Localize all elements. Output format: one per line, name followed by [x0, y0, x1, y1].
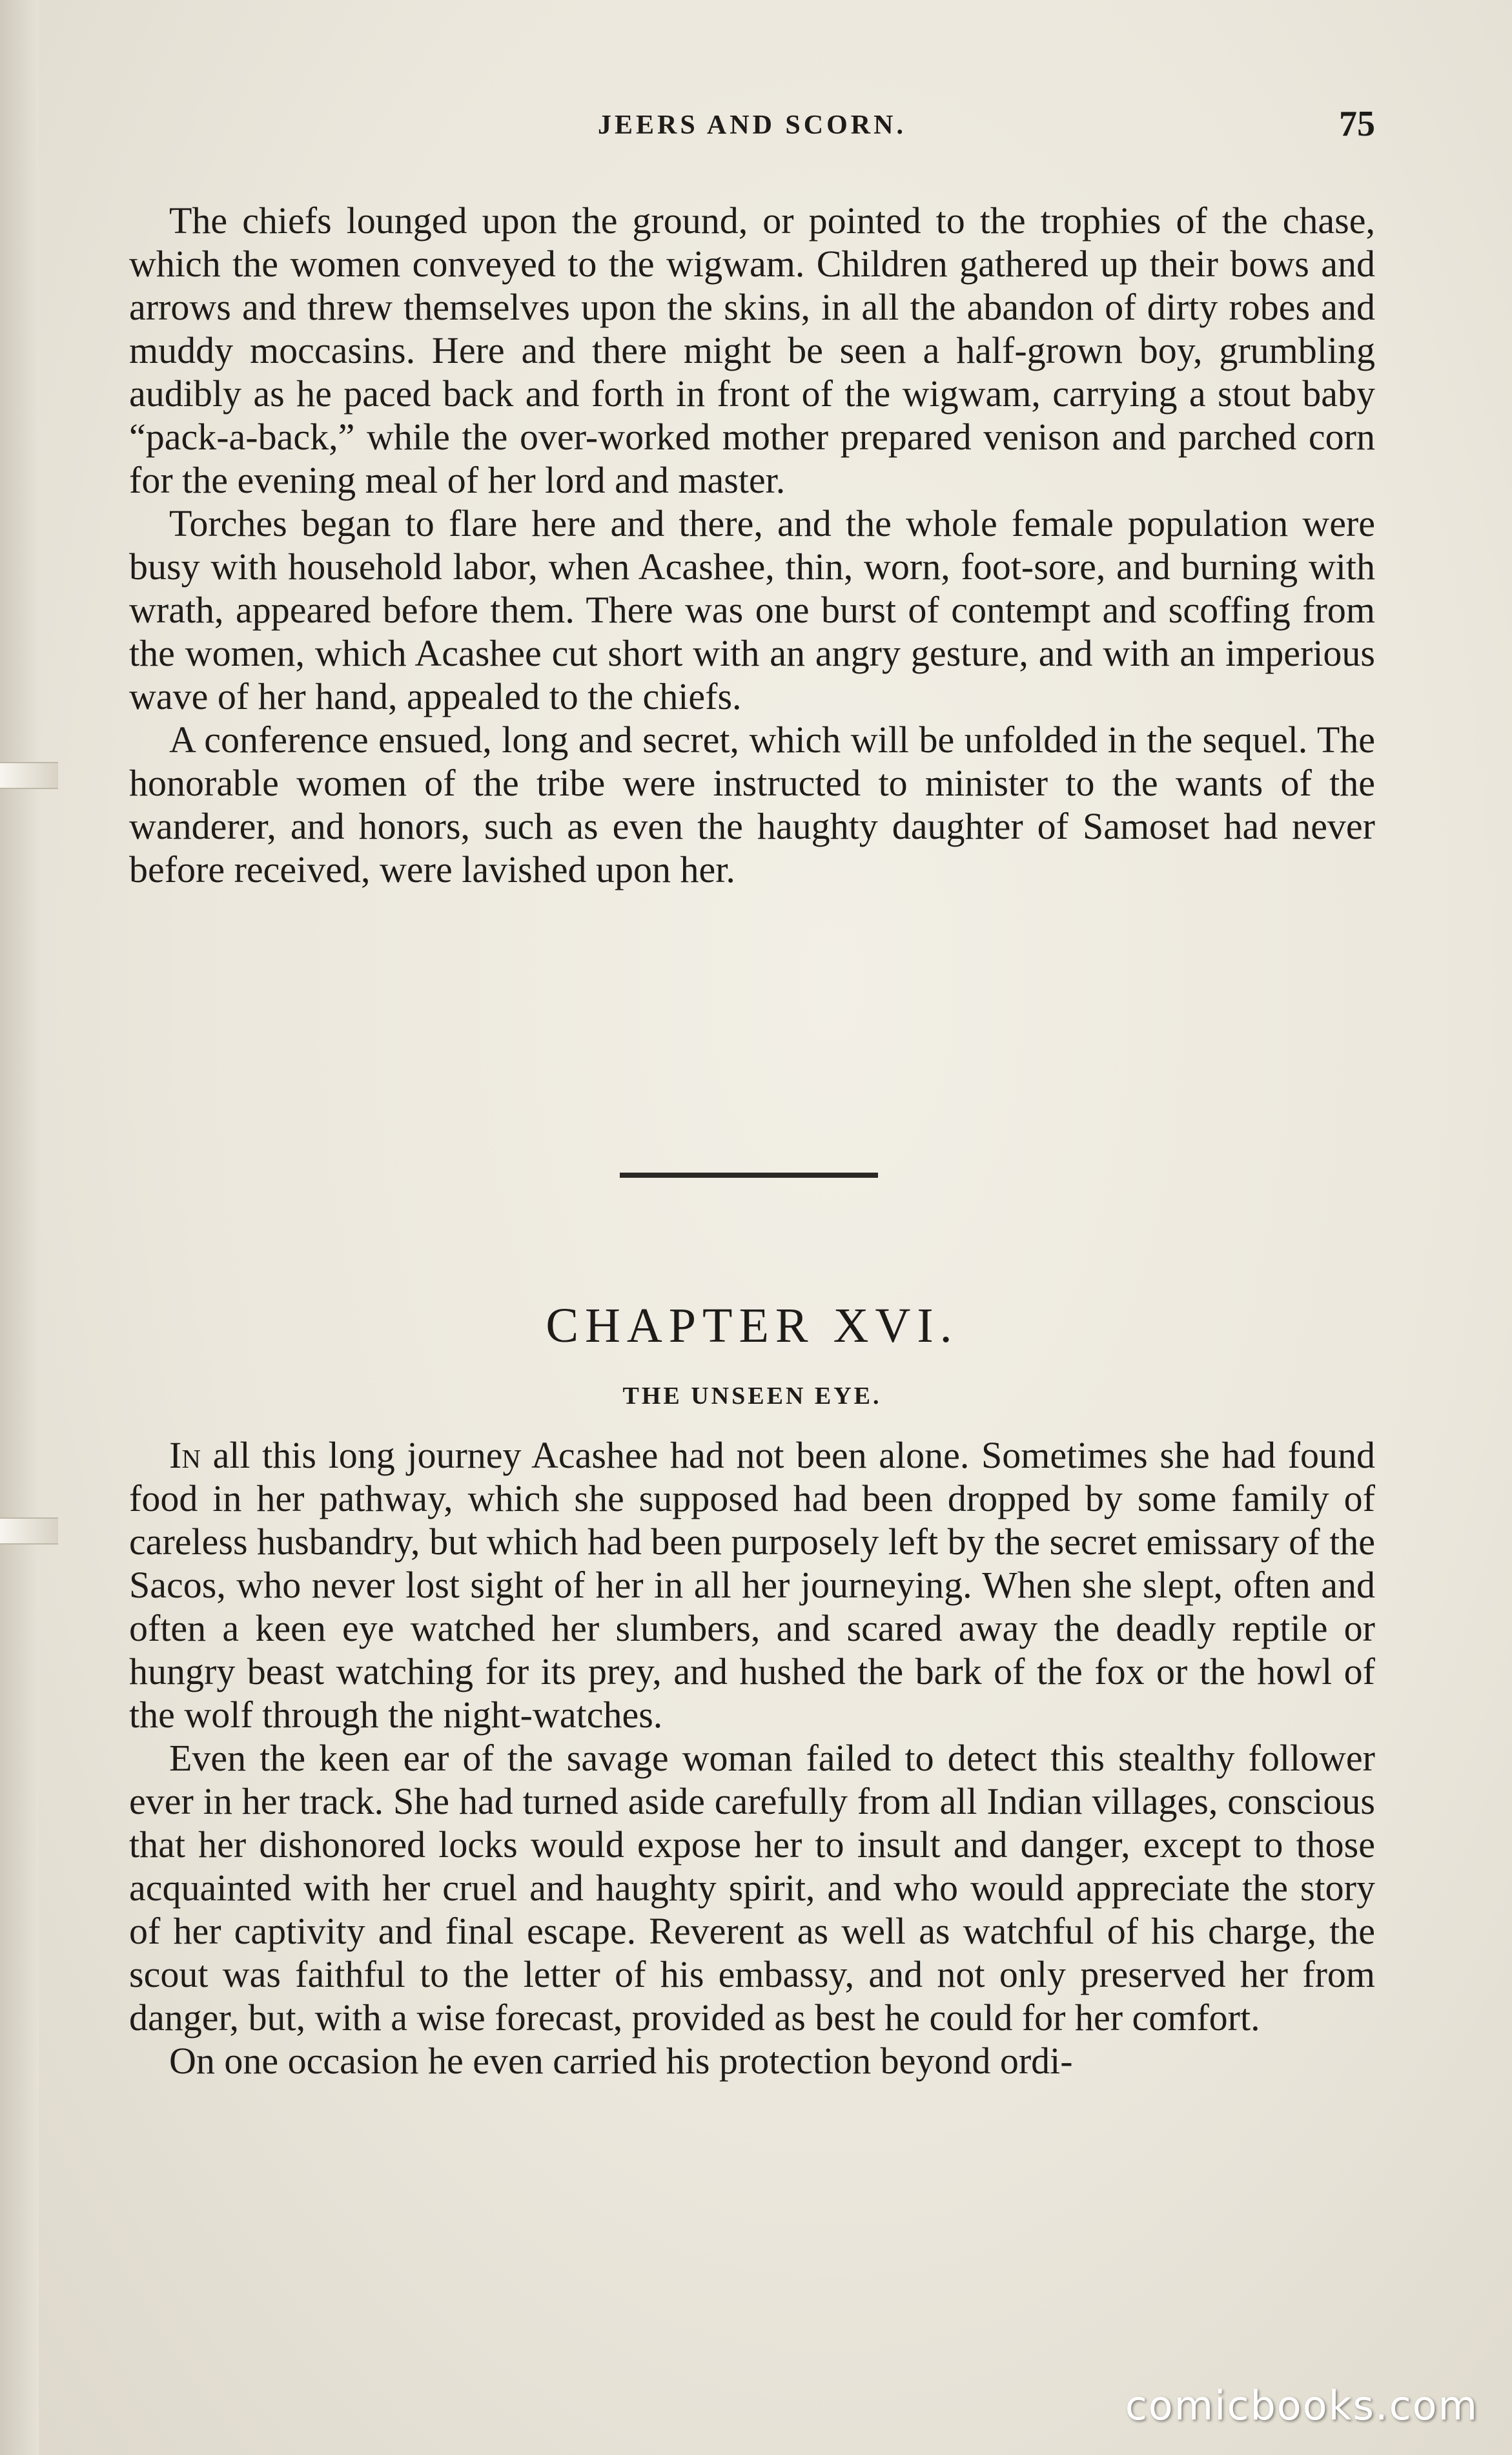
paragraph-text: all this long journey Acashee had not been alone. Sometimes she had found food in her pathway, which she supposed had been dropped by some family of careless husbandry, but which had been purposely left by the secret emissary of the Sacos, who never lost sight of her in all her journeying. When she slept, often and often a keen eye watched her slumbers, and scared away the deadly reptile or hungry beast watching for its prey, and hushed the bark of the fox or the howl of the wolf through the night-watches.: [129, 1434, 1375, 1736]
chapter-heading: CHAPTER XVI.: [546, 1299, 959, 1353]
section-2-text: [129, 1433, 1375, 2082]
watermark: comicbooks.com: [1125, 2382, 1478, 2429]
paragraph: Even the keen ear of the savage woman failed to detect this stealthy follower ever in her track. She had turned aside carefully from all Indian villages, conscious that her dishonored locks would expose her to insult and danger, except to those acquainted with her cruel and haughty spirit, and who would appreciate the story of her captivity and final escape. Reverent as well as watchful of his charge, the scout was faithful to the letter of his embassy, and not only preserved her from danger, but, with a wise forecast, provided as best he could for her comfort.: [129, 1737, 1375, 2039]
drop-word: In: [169, 1434, 201, 1476]
paragraph: [129, 1433, 1375, 1736]
chapter-subtitle: THE UNSEEN EYE.: [622, 1382, 882, 1410]
running-title: JEERS AND SCORN.: [598, 110, 906, 140]
section-1-text: [129, 199, 1375, 891]
binding-stitch: [0, 762, 58, 789]
paragraph: A conference ensued, long and secret, which will be unfolded in the sequel. The honorable women of the tribe were instructed to minister to the wants of the wanderer, and honors, such as even the haughty daughter of Samoset had never before received, were lavished upon her.: [129, 719, 1375, 890]
binding-edge: [0, 0, 39, 2455]
paragraph: The chiefs lounged upon the ground, or pointed to the trophies of the chase, which the women conveyed to the wigwam. Children gathered up their bows and arrows and threw themselves upon the skins, in all the abandon of dirty robes and muddy moccasins. Here and there might be seen a half-grown boy, grumbling audibly as he paced back and forth in front of the wigwam, carrying a stout baby “pack-a-back,” while the over-worked mother prepared venison and parched corn for the evening meal of her lord and master.: [129, 200, 1375, 501]
paragraph: On one occasion he even carried his protection beyond ordi-: [169, 2040, 1073, 2082]
paragraph: Torches began to flare here and there, and the whole female population were busy with household labor, when Acashee, thin, worn, foot-sore, and burning with wrath, appeared before them. There was one burst of contempt and scoffing from the women, which Acashee cut short with an angry gesture, and with an imperious wave of her hand, appealed to the chiefs.: [129, 502, 1375, 717]
binding-stitch: [0, 1517, 58, 1545]
running-header: [129, 103, 1375, 149]
section-divider-rule: [620, 1173, 878, 1178]
page-number: 75: [1339, 104, 1375, 144]
